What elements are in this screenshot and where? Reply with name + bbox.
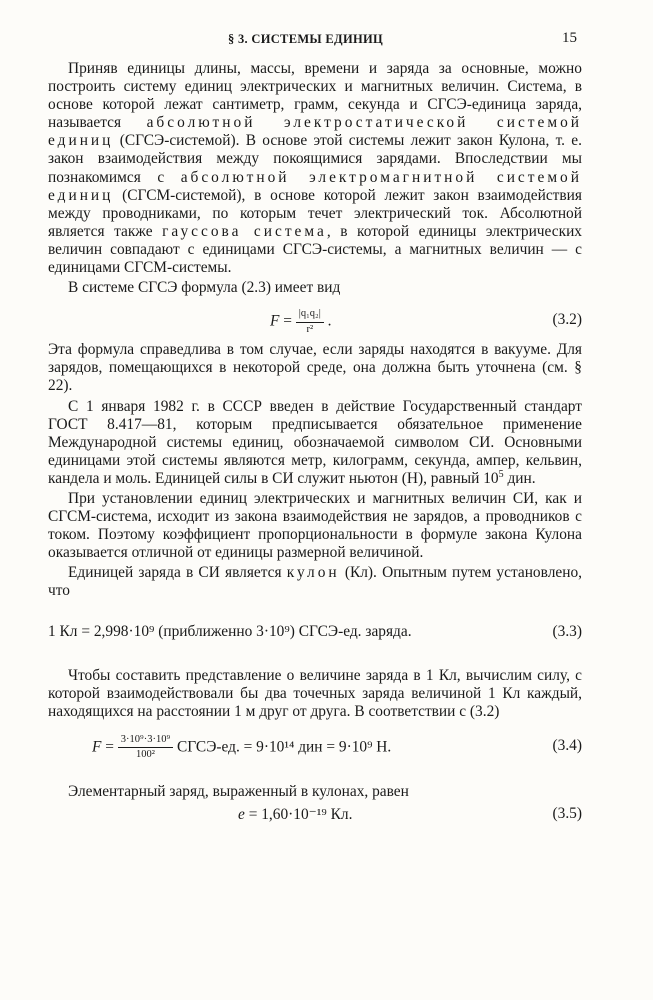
paragraph-vacuum-note: Эта формула справедлива в том случае, если заряды находятся в вакууме. Для зарядов, помещающихся в некоторой среде, она должна быть уточнена (см. § 22). [48, 341, 582, 395]
para6-text-b: (Кл). Опытным путем установлено, что [48, 564, 582, 600]
equation-3-4: F = $\frac{\text{3·10⁹·3·10⁹}}{\text{100²}}$ СГСЭ-ед. = 9·10¹⁴ дин = 9·10⁹ Н. (3.4) [92, 733, 582, 761]
eq32-numerator: |q₁q₂| [296, 309, 324, 323]
para1-text-a: Приняв единицы длины, массы, времени и заряда за основные, можно построить систему единиц электрических и магнитных величин. Система, в основе которой лежат сантиметр, грамм, секунда и СГСЭ-единица заряда, называется [48, 60, 582, 132]
term-gaussian-system: гауссова система [162, 222, 327, 240]
para1-text-d: , в которой единицы электрических величин совпадают с единицами СГСЭ-системы, а магнитных величин — с единицами СГСМ-системы. [48, 222, 583, 277]
paragraph-gost-si [48, 398, 582, 488]
term-absolute-electromagnetic: абсолютной электромагнитной системой единиц [48, 168, 582, 204]
equation-3-3 [48, 601, 582, 653]
eq34-fraction [118, 735, 173, 761]
paragraph-si-conductors: При установлении единиц электрических и магнитных величин СИ, как и СГСМ-система, исходит из закона взаимодействия не зарядов, а проводников с током. Поэтому коэффициент пропорциональности в формуле закона Кулона оказывается отличной от единицы размерной величиной. [48, 489, 582, 562]
eq32-lhs: F [270, 312, 280, 330]
para4-text-b: дин. [503, 469, 536, 487]
eq34-rhs: СГСЭ-ед. = 9·10¹⁴ дин = 9·10⁹ Н. [176, 738, 392, 756]
running-title: § 3. СИСТЕМЫ ЕДИНИЦ [228, 32, 384, 46]
para1-text-c: (СГСМ-системой), в основе которой лежит закон взаимодействия между проводниками, по которым течет электрический ток. Абсолютной является также [48, 186, 582, 240]
eq35-lhs: e [238, 805, 245, 823]
para4-text-a: С 1 января 1982 г. в СССР введен в действие Государственный стандарт ГОСТ 8.417—81, которым предписывается обязательное применение Международной системы единиц, обозначаемой символом СИ. Основными единицами этой системы являются метр, килограмм, секунда, ампер, кельвин, кандела и моль. Единицей силы в СИ служит ньютон (Н), равный 10 [48, 397, 582, 487]
paragraph-cgse-definition [48, 60, 582, 277]
term-absolute-electrostatic: абсолютной электростатической системой единиц [48, 114, 583, 150]
eq35-number: (3.5) [552, 804, 582, 822]
paragraph-coulomb-unit [48, 564, 582, 600]
para6-text-a: Единицей заряда в СИ является [68, 564, 287, 582]
eq32-denominator: r² [306, 323, 314, 335]
eq34-denominator: 100² [136, 749, 155, 761]
para1-text-b: (СГСЭ-системой). В основе этой системы лежит закон Кулона, т. е. закон взаимодействия между покоящимися зарядами. Впоследствии мы познакомимся с [48, 132, 582, 186]
equation-3-5: e = 1,60·10⁻¹⁹ Кл. (3.5) [238, 804, 582, 823]
eq33-text: 1 Кл = 2,998·10⁹ (приближенно 3·10⁹) СГСЭ-ед. заряда. [48, 622, 412, 640]
eq34-lhs: F [92, 738, 102, 756]
eq34-number: (3.4) [552, 736, 582, 754]
eq32-fraction [296, 309, 324, 335]
paragraph-elementary-charge: Элементарный заряд, выраженный в кулонах, равен [68, 782, 409, 800]
page-body [48, 60, 582, 831]
eq35-rhs: 1,60·10⁻¹⁹ Кл. [261, 805, 353, 823]
page-number: 15 [562, 30, 577, 46]
paragraph-formula-intro: В системе СГСЭ формула (2.3) имеет вид [68, 279, 341, 297]
equation-3-2: F = $\frac{\text{|q₁q₂|}}{\text{r²}}$ . (3.2) [270, 308, 582, 335]
para4-exponent: 5 [498, 468, 504, 480]
eq32-number: (3.2) [552, 311, 582, 329]
term-coulomb: кулон [286, 564, 340, 582]
eq34-numerator: 3·10⁹·3·10⁹ [118, 735, 173, 749]
paragraph-force-estimate: Чтобы составить представление о величине заряда в 1 Кл, вычислим силу, с которой взаимодействовали бы два точечных заряда величиной 1 Кл каждый, находящихся на расстоянии 1 м друг от друга. В соответствии с (3.2) [48, 666, 582, 720]
running-header [0, 30, 653, 50]
eq33-number: (3.3) [552, 622, 582, 640]
